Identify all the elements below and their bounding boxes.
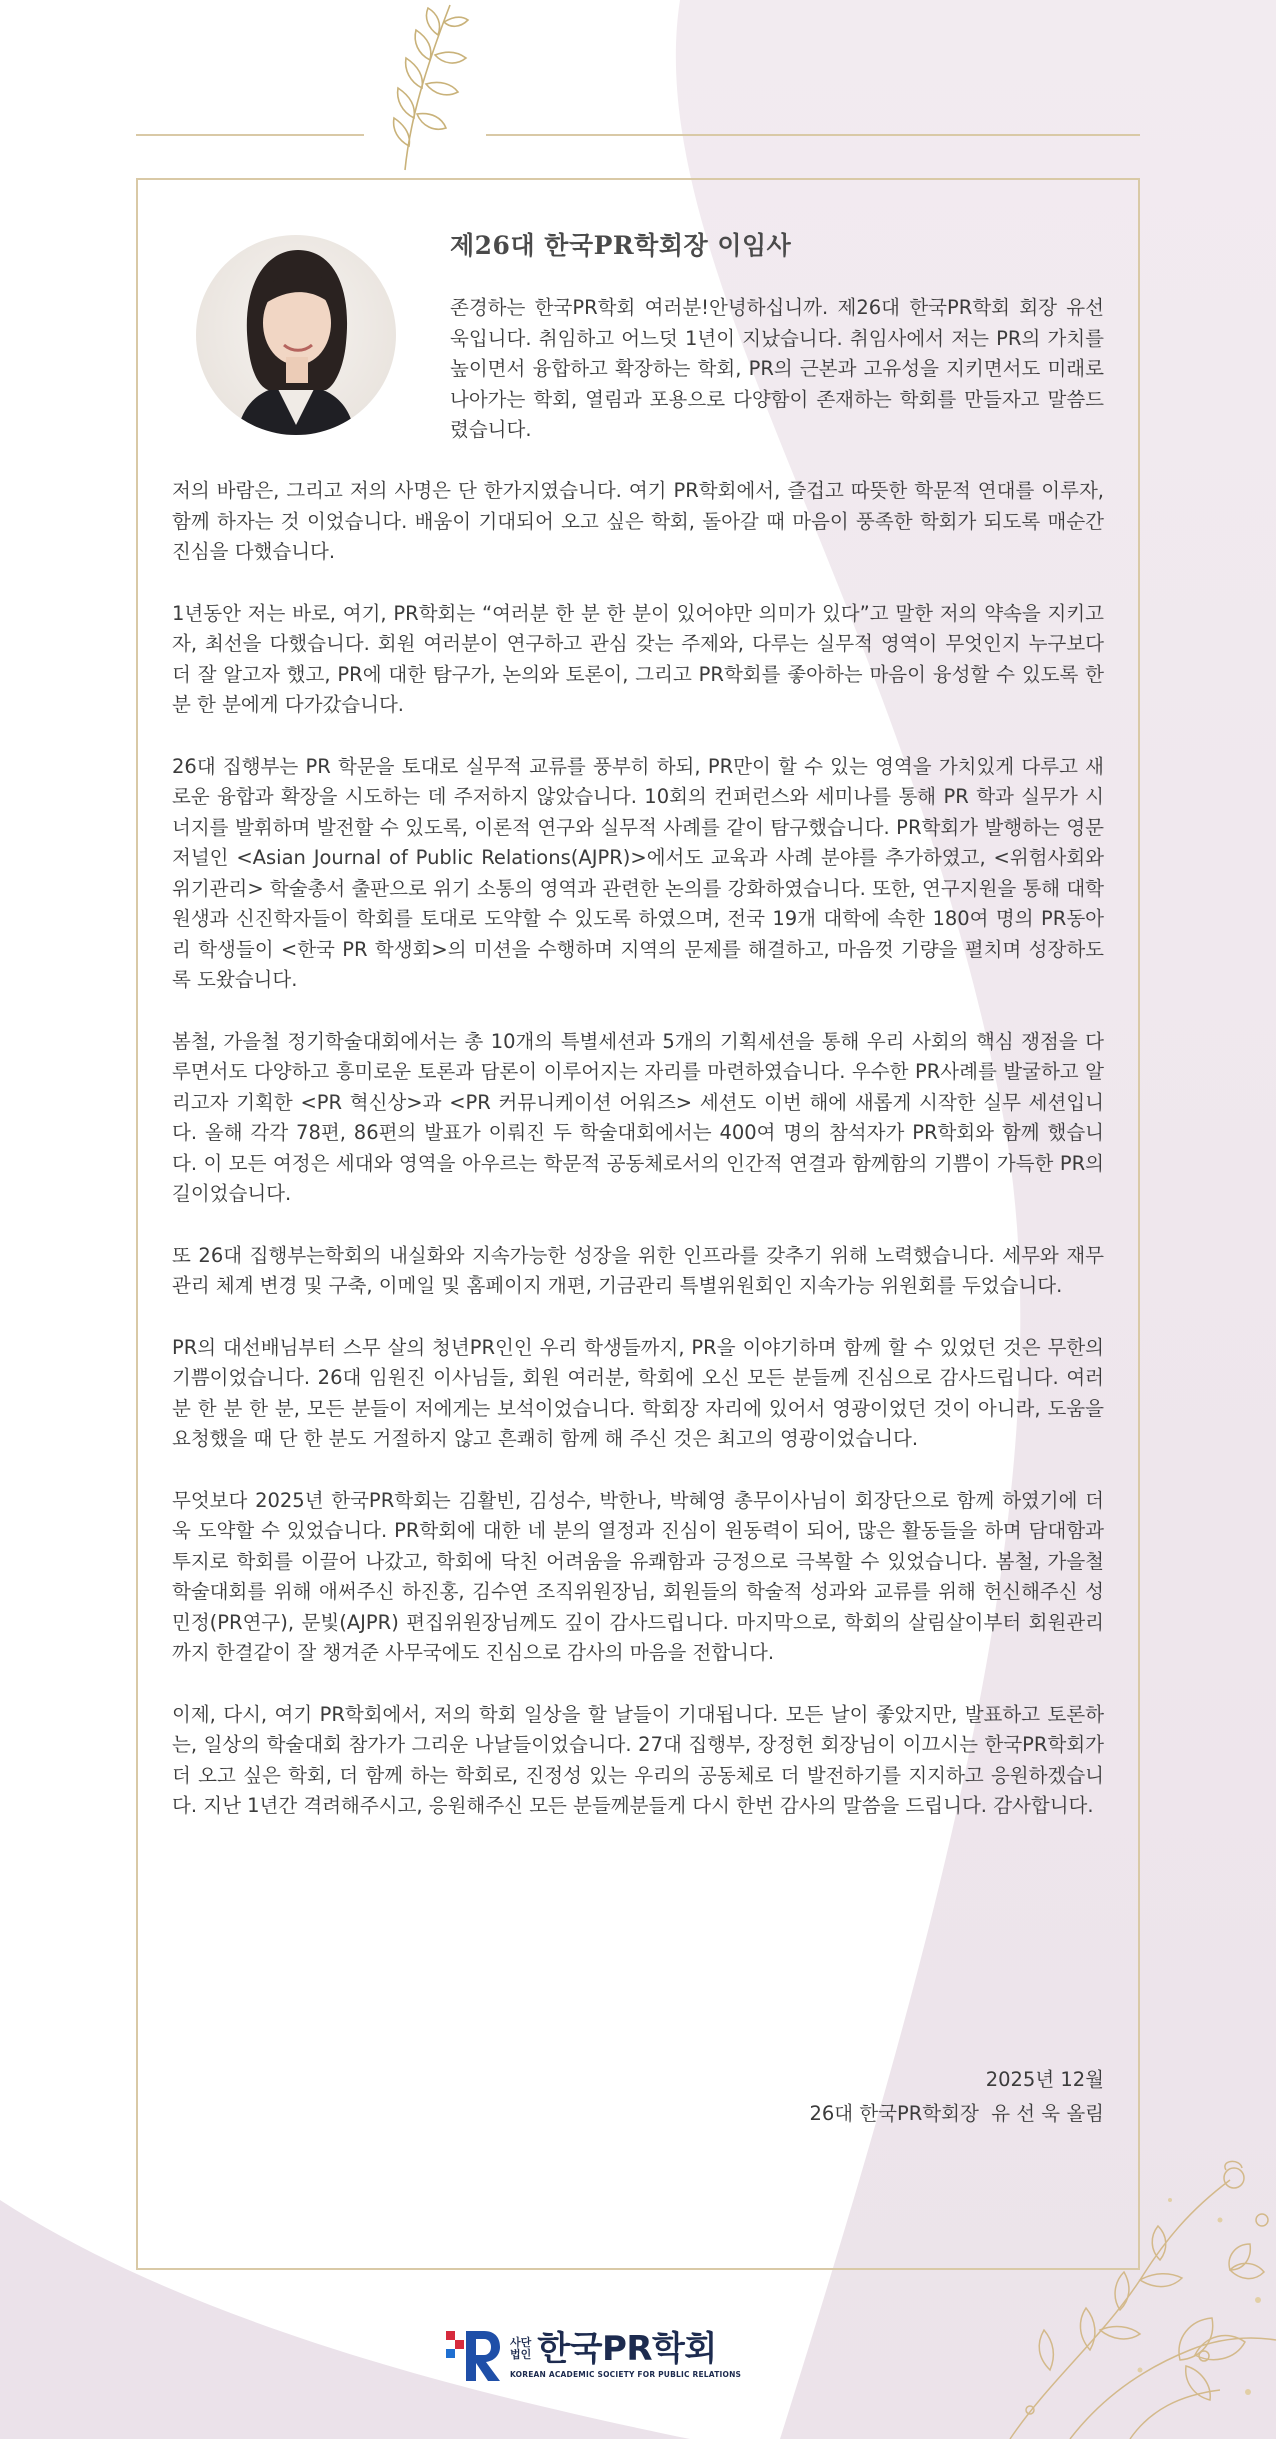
letter-signature: 26대 한국PR학회장 유 선 욱 올림 bbox=[809, 2102, 1104, 2125]
body-paragraph: 이제, 다시, 여기 PR학회에서, 저의 학회 일상을 할 날들이 기대됩니다. 모든 날이 좋았지만, 발표하고 토론하는, 일상의 학술대회 참가가 그리운 나날들이었습니다. 27대 집행부, 장정헌 회장님이 이끄시는 한국PR학회가 더 오고 싶은 학회, 더 함께 하는 학회로, 진정성 있는 우리의 공동체로 더 발전하기를 지지하고 응원하겠습니다. 지난 1년간 격려해주시고, 응원해주신 모든 분들께분들게 다시 한번 감사의 말씀을 드립니다. 감사합니다. bbox=[172, 1702, 1104, 1817]
top-rule-left bbox=[136, 134, 364, 136]
logo-name: 한국PR학회 bbox=[537, 2328, 717, 2369]
body-paragraph: 저의 바람은, 그리고 저의 사명은 단 한가지였습니다. 여기 PR학회에서, 즐겁고 따뜻한 학문적 연대를 이루자, 함께 하자는 것 이었습니다. 배움이 기대되어 오고 싶은 학회, 돌아갈 때 마음이 풍족한 학회가 되도록 매순간 진심을 다했습니다. bbox=[172, 479, 1104, 563]
body-paragraph: 26대 집행부는 PR 학문을 토대로 실무적 교류를 풍부히 하되, PR만이 할 수 있는 영역을 가치있게 다루고 새로운 융합과 확장을 시도하는 데 주저하지 않았습니다. 10회의 컨퍼런스와 세미나를 통해 PR 학과 실무가 시너지를 발휘하며 발전할 수 있도록, 이론적 연구와 실무적 사례를 같이 탐구했습니다. PR학회가 발행하는 영문 저널인 <Asian Journal of Public Relations(AJPR)>에서도 교육과 사례 분야를 추가하였고, <위험사회와 위기관리> 학술총서 출판으로 위기 소통의 영역과 관련한 논의를 강화하였습니다. 또한, 연구지원을 통해 대학원생과 신진학자들이 학회를 토대로 도약할 수 있도록 하였으며, 전국 19개 대학에 속한 180여 명의 PR동아리 학생들이 <한국 PR 학생회>의 미션을 수행하며 지역의 문제를 해결하고, 마음껏 기량을 펼치며 성장하도록 도왔습니다. bbox=[172, 754, 1104, 991]
body-paragraph: 1년동안 저는 바로, 여기, PR학회는 “여러분 한 분 한 분이 있어야만 의미가 있다”고 말한 저의 약속을 지키고자, 최선을 다했습니다. 회원 여러분이 연구하고 관심 갖는 주제와, 다루는 실무적 영역이 무엇인지 누구보다 더 잘 알고자 했고, PR에 대한 탐구가, 논의와 토론이, 그리고 PR학회를 좋아하는 마음이 융성할 수 있도록 한 분 한 분에게 다가갔습니다. bbox=[172, 601, 1104, 716]
society-logo bbox=[446, 2324, 741, 2384]
body-paragraph: 무엇보다 2025년 한국PR학회는 김활빈, 김성수, 박한나, 박혜영 총무이사님이 회장단으로 함께 하였기에 더욱 도약할 수 있었습니다. PR학회에 대한 네 분의 열정과 진심이 원동력이 되어, 많은 활동들을 하며 담대함과 투지로 학회를 이끌어 나갔고, 학회에 닥친 어려움을 유쾌함과 긍정으로 극복할 수 있었습니다. 봄철, 가을철 학술대회를 위해 애써주신 하진홍, 김수연 조직위원장님, 회원들의 학술적 성과와 교류를 위해 헌신해주신 성민정(PR연구), 문빛(AJPR) 편집위원장님께도 깊이 감사드립니다. 마지막으로, 학회의 살림살이부터 회원관리까지 한결같이 잘 챙겨준 사무국에도 진심으로 감사의 마음을 전합니다. bbox=[172, 1488, 1104, 1664]
top-rule-right bbox=[486, 134, 1140, 136]
intro-paragraph: 존경하는 한국PR학회 여러분!안녕하십니까. 제26대 한국PR학회 회장 유선욱입니다. 취임하고 어느덧 1년이 지났습니다. 취임사에서 저는 PR의 가치를 높이면서 융합하고 확장하는 학회, PR의 근본과 고유성을 지키면서도 미래로 나아가는 학회, 열림과 포용으로 다양함이 존재하는 학회를 만들자고 말씀드렸습니다. bbox=[450, 296, 1104, 441]
letter-body bbox=[172, 476, 1104, 1853]
letter-title: 제26대 한국PR학회장 이임사 bbox=[450, 231, 792, 260]
logo-prefix bbox=[510, 2337, 531, 2361]
body-paragraph: 또 26대 집행부는학회의 내실화와 지속가능한 성장을 위한 인프라를 갖추기 위해 노력했습니다. 세무와 재무관리 체계 변경 및 구축, 이메일 및 홈페이지 개편, 기금관리 특별위원회인 지속가능 위원회를 두었습니다. bbox=[172, 1243, 1104, 1297]
kapr-logo-mark-icon bbox=[446, 2327, 502, 2381]
body-paragraph: 봄철, 가을철 정기학술대회에서는 총 10개의 특별세션과 5개의 기획세션을 통해 우리 사회의 핵심 쟁점을 다루면서도 다양하고 흥미로운 토론과 담론이 이루어지는 자리를 마련하였습니다. 우수한 PR사례를 발굴하고 알리고자 기획한 <PR 혁신상>과 <PR 커뮤니케이션 어워즈> 세션도 이번 해에 새롭게 시작한 실무 세션입니다. 올해 각각 78편, 86편의 발표가 이뤄진 두 학술대회에서는 400여 명의 참석자가 PR학회와 함께 했습니다. 이 모든 여정은 세대와 영역을 아우르는 학문적 공동체로서의 인간적 연결과 함께함의 기쁨이 가득한 PR의 길이었습니다. bbox=[172, 1029, 1104, 1205]
logo-english-name: KOREAN ACADEMIC SOCIETY FOR PUBLIC RELATIONS bbox=[510, 2369, 742, 2379]
letter-date: 2025년 12월 bbox=[985, 2068, 1104, 2091]
leaf-ornament-icon bbox=[380, 0, 470, 175]
floral-ornament-icon bbox=[990, 2160, 1276, 2439]
body-paragraph: PR의 대선배님부터 스무 살의 청년PR인인 우리 학생들까지, PR을 이야기하며 함께 할 수 있었던 것은 무한의 기쁨이었습니다. 26대 임원진 이사님들, 회원 여러분, 학회에 오신 모든 분들께 진심으로 감사드립니다. 여러분 한 분 한 분, 모든 분들이 저에게는 보석이었습니다. 학회장 자리에 있어서 영광이었던 것이 아니라, 도움을 요청했을 때 단 한 분도 거절하지 않고 흔쾌히 함께 해 주신 것은 최고의 영광이었습니다. bbox=[172, 1335, 1104, 1450]
signature-block bbox=[809, 2063, 1104, 2131]
president-portrait bbox=[196, 225, 396, 450]
logo-text bbox=[510, 2330, 741, 2379]
logo-prefix-line1: 사단 bbox=[510, 2335, 532, 2349]
logo-prefix-line2: 법인 bbox=[510, 2347, 532, 2361]
